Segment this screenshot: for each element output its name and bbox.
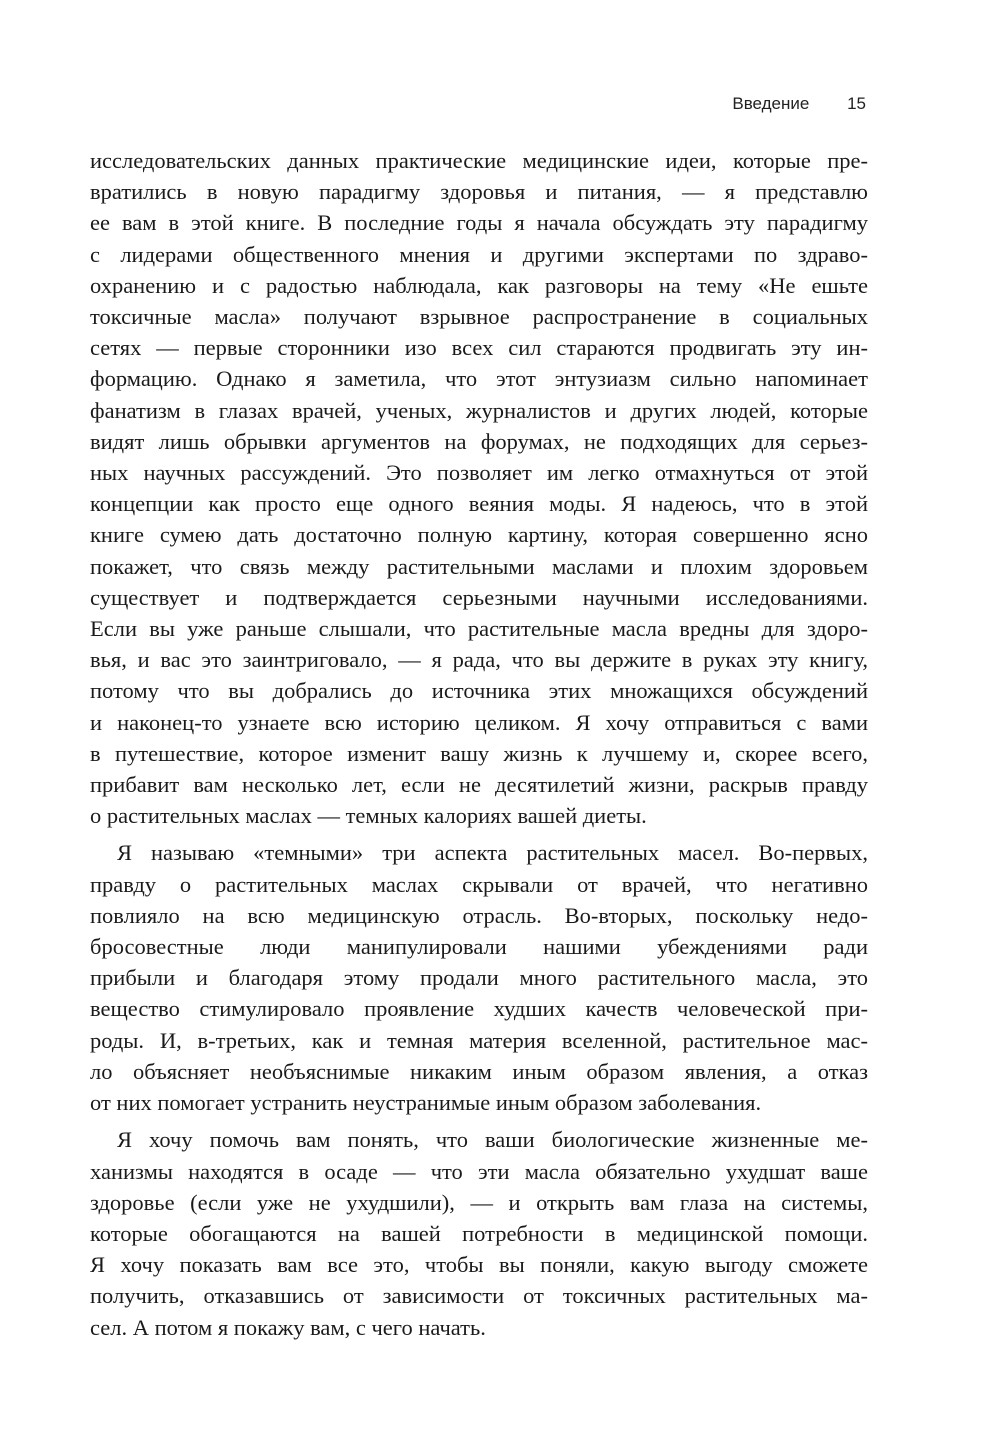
text-line: роды. И, в-третьих, как и темная материя вселенной, растительное мас-	[90, 1027, 868, 1053]
text-line: повлияло на всю медицинскую отрасль. Во-вторых, поскольку недо-	[90, 902, 868, 928]
text-line: прибыли и благодаря этому продали много растительного масла, это	[90, 965, 868, 991]
text-line: получить, отказавшись от зависимости от токсичных растительных ма-	[90, 1283, 868, 1309]
running-head	[732, 94, 866, 114]
running-head-section: Введение	[732, 94, 810, 113]
text-line: концепции как просто еще одного веяния моды. Я надеюсь, что в этой	[90, 491, 868, 517]
paragraph	[90, 837, 868, 1118]
text-line: потому что вы добрались до источника этих множащихся обсуждений	[90, 678, 868, 704]
text-line: сел. А потом я покажу вам, с чего начать.	[90, 1314, 486, 1340]
text-line: правду о растительных маслах скрывали от врачей, что негативно	[90, 871, 868, 897]
text-line: ханизмы находятся в осаде — что эти масла обязательно ухудшат ваше	[90, 1158, 868, 1184]
text-line: исследовательских данных практические медицинские идеи, которые пре-	[90, 148, 868, 173]
text-line: токсичные масла» получают взрывное распространение в социальных	[90, 304, 868, 330]
text-line: Если вы уже раньше слышали, что растительные масла вредны для здоро-	[90, 616, 868, 642]
text-line: ло объясняет необъяснимые никаким иным образом явления, а отказ	[90, 1058, 868, 1084]
paragraph	[90, 1124, 868, 1342]
text-line: покажет, что связь между растительными маслами и плохим здоровьем	[90, 553, 868, 579]
text-line: существует и подтверждается серьезными научными исследованиями.	[90, 584, 868, 610]
text-line: охранению и с радостью наблюдала, как разговоры на тему «Не ешьте	[90, 272, 868, 298]
text-line: видят лишь обрывки аргументов на форумах, не подходящих для серьез-	[90, 428, 868, 454]
text-line: ее вам в этой книге. В последние годы я начала обсуждать эту парадигму	[90, 210, 868, 236]
text-line: сетях — первые сторонники изо всех сил стараются продвигать эту ин-	[90, 335, 868, 361]
text-line: от них помогает устранить неустранимые иным образом заболевания.	[90, 1090, 762, 1116]
text-line: формацию. Однако я заметила, что этот энтузиазм сильно напоминает	[90, 366, 868, 392]
text-line: с лидерами общественного мнения и другими экспертами по здраво-	[90, 241, 868, 267]
text-line: прибавит вам несколько лет, если не десятилетий жизни, раскрыв правду	[90, 772, 868, 798]
text-line: фанатизм в глазах врачей, ученых, журналистов и других людей, которые	[90, 397, 868, 423]
text-line: которые обогащаются на вашей потребности в медицинской помощи.	[90, 1220, 868, 1246]
text-line: ных научных рассуждений. Это позволяет им легко отмахнуться от этой	[90, 460, 868, 486]
text-line: книге сумею дать достаточно полную картину, которая совершенно ясно	[90, 522, 868, 548]
text-line: здоровье (если уже не ухудшили), — и открыть вам глаза на системы,	[90, 1189, 868, 1215]
text-line: вратились в новую парадигму здоровья и питания, — я представлю	[90, 179, 868, 205]
paragraph	[90, 145, 868, 831]
text-line: вещество стимулировало проявление худших качеств человеческой при-	[90, 996, 868, 1022]
text-line: бросовестные люди манипулировали нашими убеждениями ради	[90, 934, 868, 960]
text-line: Я называю «темными» три аспекта растительных масел. Во-первых,	[117, 840, 868, 866]
text-line: о растительных маслах — темных калориях вашей диеты.	[90, 803, 647, 829]
text-line: вья, и вас это заинтриговало, — я рада, что вы держите в руках эту книгу,	[90, 647, 868, 673]
page-number: 15	[847, 94, 866, 113]
text-line: и наконец-то узнаете всю историю целиком. Я хочу отправиться с вами	[90, 709, 868, 735]
text-line: в путешествие, которое изменит вашу жизнь к лучшему и, скорее всего,	[90, 740, 868, 766]
text-line: Я хочу показать вам все это, чтобы вы поняли, какую выгоду сможете	[90, 1252, 868, 1278]
body-text	[90, 145, 868, 1343]
text-line: Я хочу помочь вам понять, что ваши биологические жизненные ме-	[117, 1127, 868, 1153]
